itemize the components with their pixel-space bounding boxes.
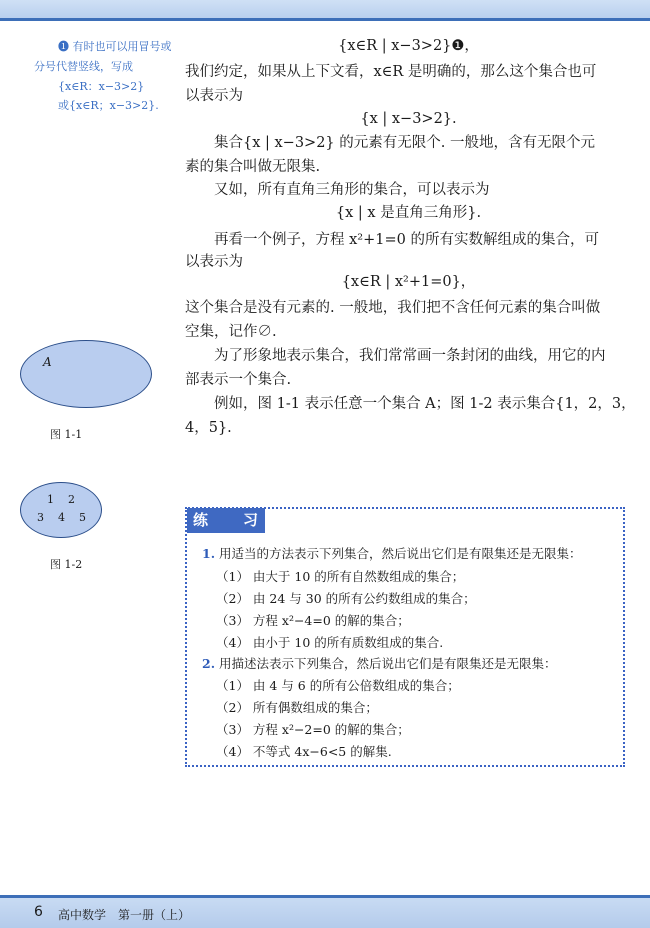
question-item: （2） 由 24 与 30 的所有公约数组成的集合；	[216, 591, 476, 606]
margin-note-line: 分号代替竖线，写成	[34, 60, 133, 73]
paragraph-line: 这个集合是没有元素的. 一般地，我们把不含任何元素的集合叫做	[185, 300, 601, 316]
paragraph-line: 再看一个例子，方程 x²+1=0 的所有实数解组成的集合，可	[214, 232, 599, 248]
question-item: （4） 由小于 10 的所有质数组成的集合.	[216, 635, 444, 650]
question-item: （4） 不等式 4x−6<5 的解集.	[216, 744, 392, 759]
set-elements: 1 2	[47, 493, 75, 506]
question-item: （1） 由大于 10 的所有自然数组成的集合；	[216, 569, 465, 584]
title-char: 习	[243, 511, 259, 529]
formula: {x∈R | x²+1=0}，	[341, 274, 476, 290]
paragraph-line: 例如，图 1-1 表示任意一个集合 A；图 1-2 表示集合{1，2，3，	[214, 396, 636, 412]
page-number: 6	[34, 904, 43, 920]
margin-note-line: 或{x∈R；x−3>2}.	[58, 99, 159, 112]
venn-ellipse-set-a	[20, 340, 152, 408]
question-item: （2） 所有偶数组成的集合；	[216, 700, 378, 715]
question-1	[202, 544, 582, 562]
paragraph-line: 我们约定，如果从上下文看，x∈R 是明确的，那么这个集合也可	[185, 64, 597, 80]
paragraph-line: 空集，记作∅.	[185, 324, 277, 340]
paragraph-line: 以表示为	[185, 254, 243, 270]
figure-caption: 图 1-2	[50, 558, 83, 571]
question-text: 用适当的方法表示下列集合，然后说出它们是有限集还是无限集：	[219, 546, 582, 561]
book-title: 高中数学 第一册（上）	[58, 908, 191, 922]
paragraph-line: 集合{x | x−3>2} 的元素有无限个. 一般地，含有无限个元	[214, 135, 595, 151]
set-label: A	[43, 355, 52, 369]
figure-caption: 图 1-1	[50, 428, 83, 441]
exercise-title	[187, 508, 265, 533]
paragraph-line: 4，5}.	[185, 420, 232, 436]
question-item: （3） 方程 x²−2=0 的解的集合；	[216, 722, 410, 737]
venn-ellipse-set-12345	[20, 482, 102, 538]
question-number: 2.	[202, 656, 216, 671]
formula: {x | x 是直角三角形}.	[335, 205, 482, 221]
paragraph-line: 部表示一个集合.	[185, 372, 292, 388]
header-band	[0, 0, 650, 18]
question-text: 用描述法表示下列集合，然后说出它们是有限集还是无限集：	[219, 656, 557, 671]
formula: {x | x−3>2}.	[360, 111, 457, 127]
paragraph-line: 以表示为	[185, 88, 243, 104]
question-item: （1） 由 4 与 6 的所有公倍数组成的集合；	[216, 678, 460, 693]
header-rule	[0, 18, 650, 21]
question-number: 1.	[202, 546, 216, 561]
paragraph-line: 又如，所有直角三角形的集合，可以表示为	[214, 182, 490, 198]
margin-note-line: {x∈R：x−3>2}	[58, 80, 145, 93]
title-char: 练	[193, 511, 209, 529]
set-elements: 3 4 5	[37, 511, 86, 524]
question-item: （3） 方程 x²−4=0 的解的集合；	[216, 613, 410, 628]
formula: {x∈R | x−3>2}❶，	[338, 38, 479, 54]
question-2	[202, 654, 557, 672]
paragraph-line: 为了形象地表示集合，我们常常画一条封闭的曲线，用它的内	[214, 348, 606, 364]
paragraph-line: 素的集合叫做无限集.	[185, 159, 321, 175]
margin-note-line: ❶ 有时也可以用冒号或	[58, 40, 172, 53]
